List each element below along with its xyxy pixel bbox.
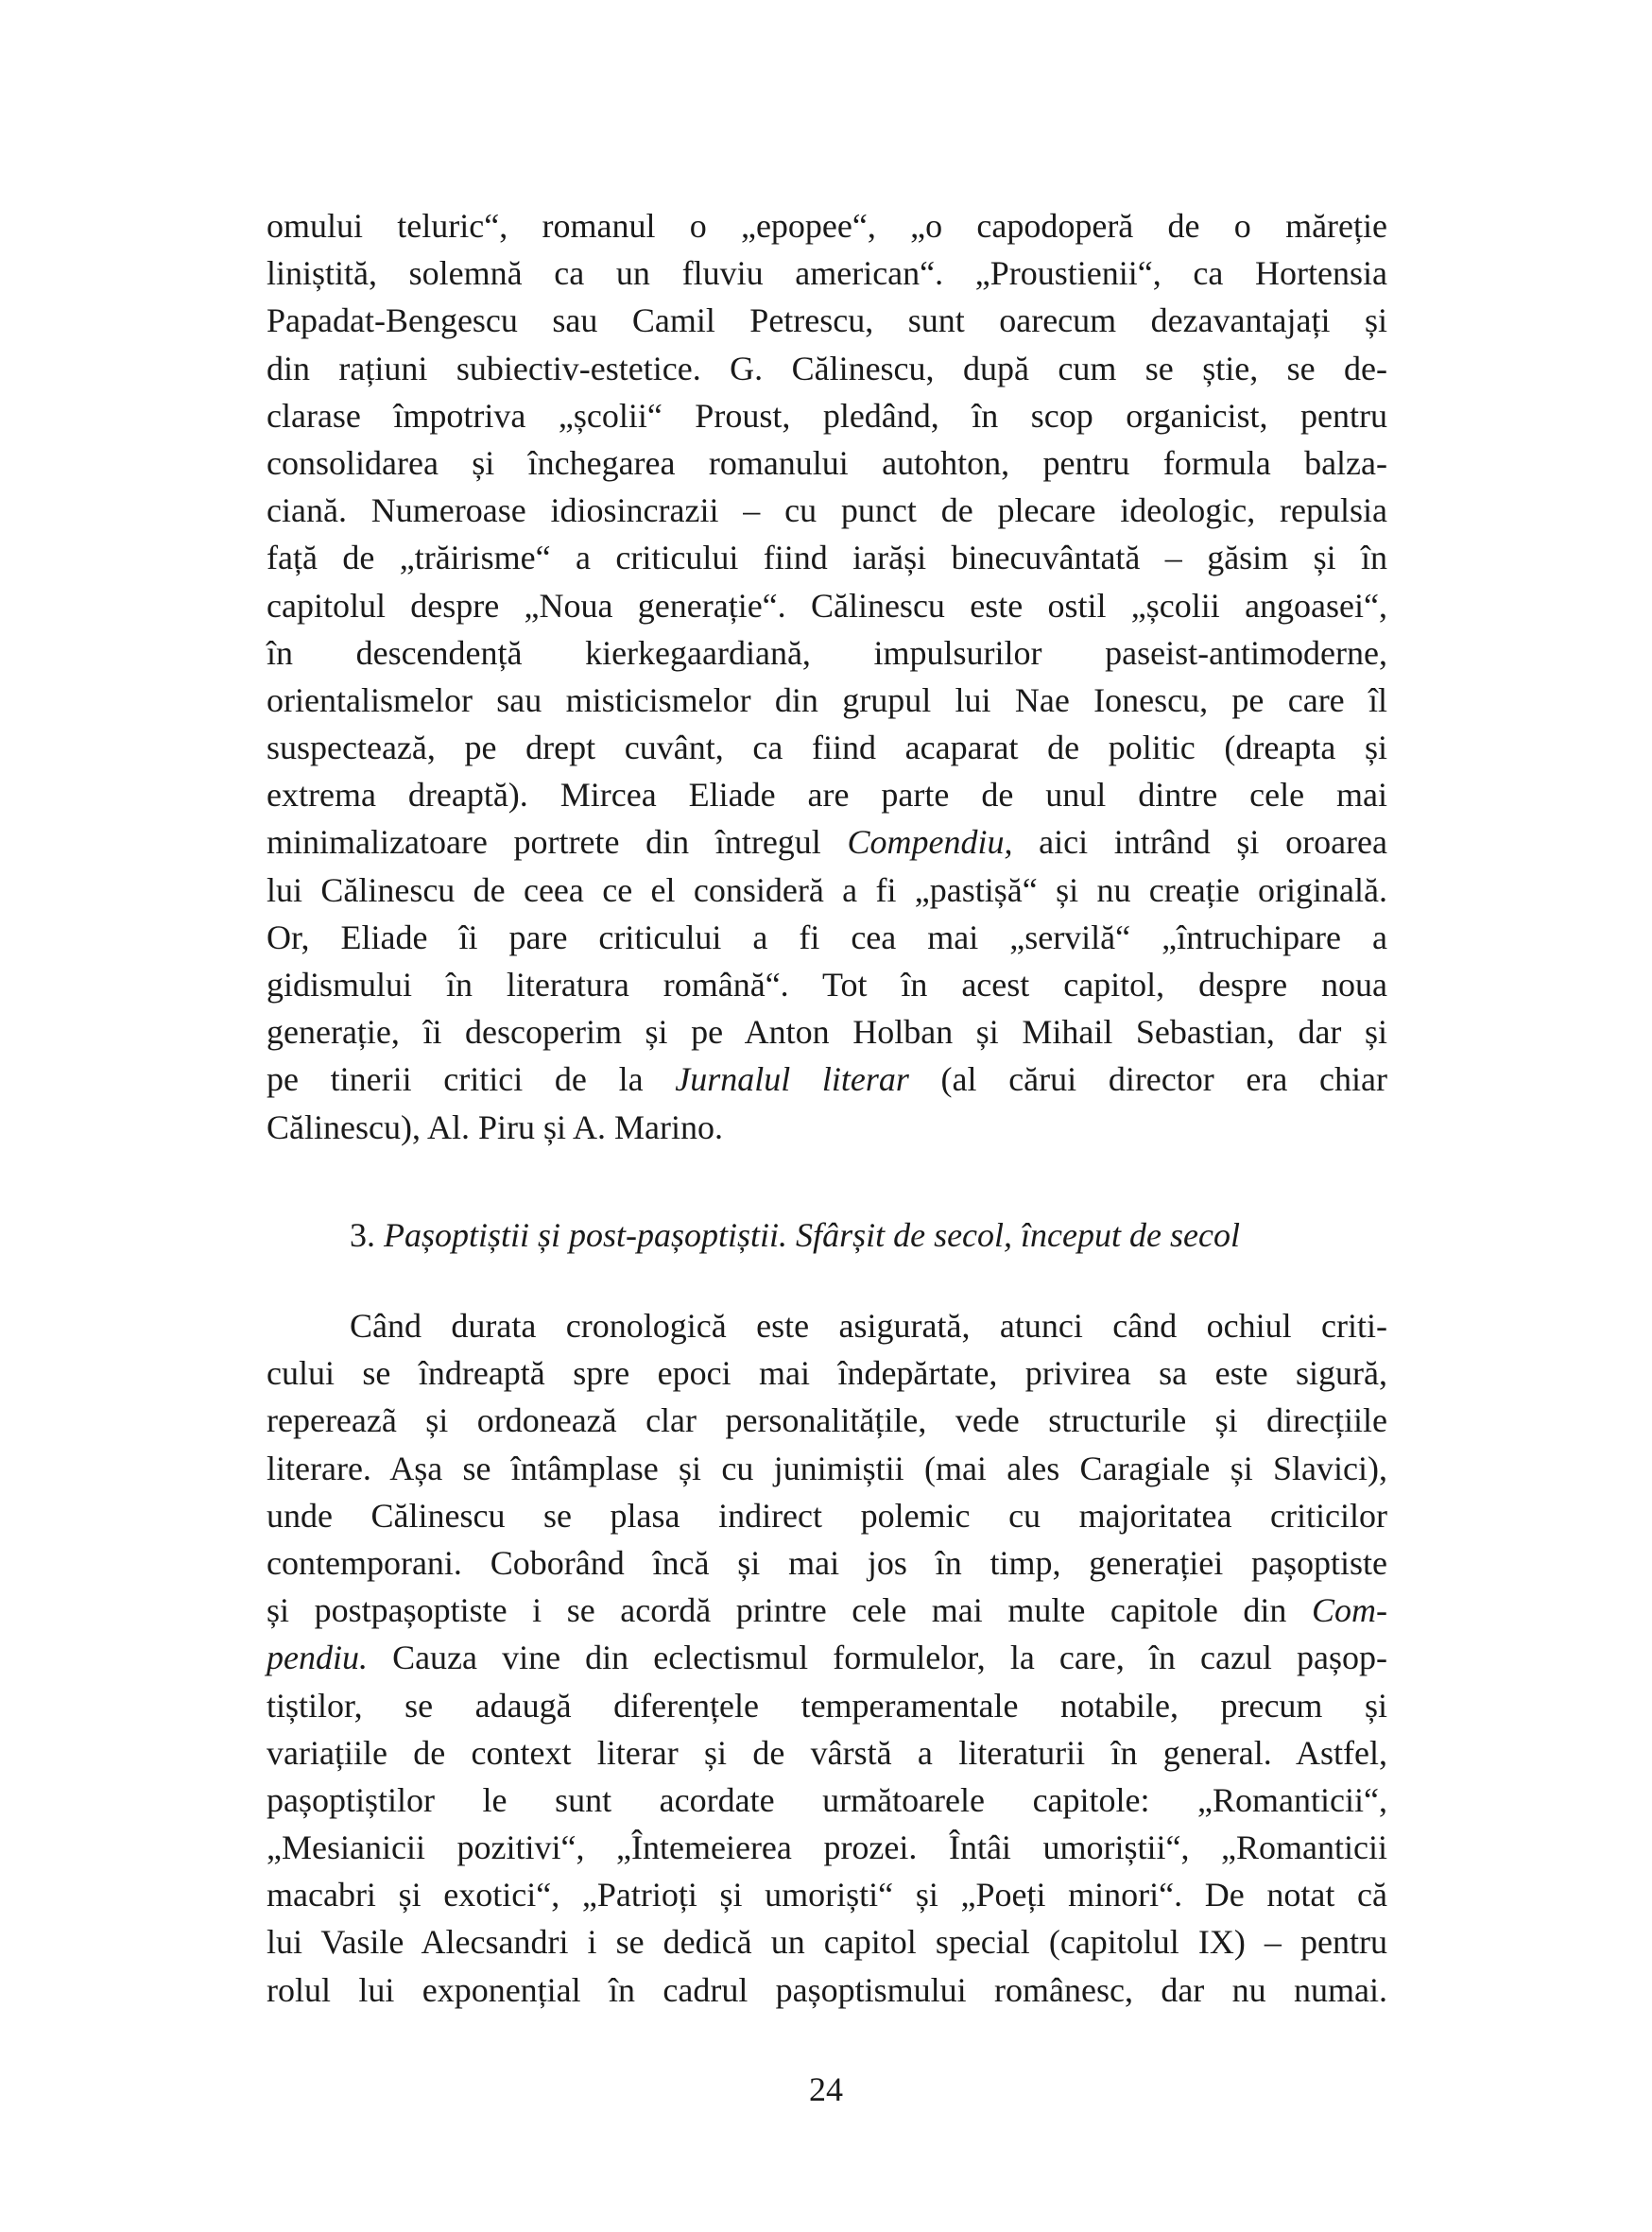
text-line: din rațiuni subiectiv-estetice. G. Călinescu, după cum se știe, se de- (267, 349, 1387, 387)
text-line: capitolul despre „Noua generație“. Călinescu este ostil „școlii angoasei“, (267, 586, 1387, 625)
text-line (267, 818, 1387, 866)
text-line: omului teluric“, romanul o „epopee“, „o capodoperă de o măreție (267, 207, 1387, 245)
text-line: extrema dreaptă). Mircea Eliade are parte de unul dintre cele mai (267, 776, 1387, 815)
section-number: 3. (350, 1216, 384, 1254)
book-title-compendiu: Com- (1312, 1591, 1387, 1630)
text-line: clarase împotriva „școlii“ Proust, pledând, în scop organicist, pentru (267, 396, 1387, 435)
text-line (267, 1634, 1387, 1681)
text-line: lui Vasile Alecsandri i se dedică un capitol special (capitolul IX) – pentru (267, 1923, 1387, 1962)
text-line: literare. Așa se întâmplase și cu junimiștii (mai ales Caragiale și Slavici), (267, 1449, 1387, 1487)
text-line (267, 1587, 1387, 1634)
text-line: macabri și exotici“, „Patrioți și umoriști“ și „Poeți minori“. De notat că (267, 1876, 1387, 1914)
text-run: și postpașoptiste i se acordă printre cele mai multe capitole din (267, 1591, 1312, 1630)
text-run: Cauza vine din eclectismul formulelor, la care, în cazul pașop- (367, 1639, 1387, 1677)
text-line: generație, îi descoperim și pe Anton Holban și Mihail Sebastian, dar și (267, 1013, 1387, 1052)
text-line: variațiile de context literar și de vârstă a literaturii în general. Astfel, (267, 1733, 1387, 1772)
text-line: „Mesianicii pozitivi“, „Întemeierea prozei. Întâi umoriștii“, „Romanticii (267, 1829, 1387, 1867)
text-line (267, 1056, 1387, 1103)
text-run: pe tinerii critici de la (267, 1060, 676, 1099)
text-line: tiștilor, se adaugă diferențele temperamentale notabile, precum și (267, 1686, 1387, 1725)
text-line: față de „trăirisme“ a criticului fiind iarăși binecuvântată – găsim și în (267, 539, 1387, 577)
text-line: Or, Eliade îi pare criticului a fi cea mai „servilă“ „întruchipare a (267, 918, 1387, 956)
paragraph-2 (267, 1302, 1387, 2014)
section-title: Pașoptiștii și post-pașoptiștii. Sfârșit de secol, început de secol (384, 1216, 1240, 1254)
text-run: aici intrând și oroarea (1012, 823, 1388, 862)
text-run: (al cărui director era chiar (908, 1060, 1387, 1099)
text-line: gidismului în literatura română“. Tot în acest capitol, despre noua (267, 966, 1387, 1004)
page-number: 24 (809, 2070, 843, 2108)
text-line: ciană. Numeroase idiosincrazii – cu punct de plecare ideologic, repulsia (267, 491, 1387, 530)
text-line: suspectează, pe drept cuvânt, ca fiind acaparat de politic (dreapta și (267, 729, 1387, 767)
text-line: cului se îndreaptă spre epoci mai îndepărtate, privirea sa este sigură, (267, 1354, 1387, 1393)
journal-title: Jurnalul literar (675, 1060, 909, 1099)
text-line: Călinescu), Al. Piru și A. Marino. (267, 1107, 723, 1146)
text-line: Papadat-Bengescu sau Camil Petrescu, sunt oarecum dezavantajați și (267, 301, 1387, 340)
text-line: orientalismelor sau misticismelor din grupul lui Nae Ionescu, pe care îl (267, 680, 1387, 719)
text-line: consolidarea și închegarea romanului autohton, pentru formula balza- (267, 443, 1387, 482)
text-line: rolul lui exponențial în cadrul pașoptismului românesc, dar nu numai. (267, 1970, 1387, 2009)
text-line: liniștită, solemnă ca un fluviu american“. „Proustienii“, ca Hortensia (267, 254, 1387, 293)
text-line: în descendență kierkegaardiană, impulsurilor paseist-antimoderne, (267, 633, 1387, 672)
text-line: Când durata cronologică este asigurată, atunci când ochiul criti- (350, 1307, 1387, 1345)
book-title-compendiu: pendiu. (267, 1639, 368, 1677)
text-run: minimalizatoare portrete din întregul (267, 823, 848, 862)
text-line: contemporani. Coborând încă și mai jos în timp, generației pașoptiste (267, 1543, 1387, 1582)
text-line: repereazã și ordonează clar personalitățile, vede structurile și direcțiile (267, 1401, 1387, 1440)
paragraph-1 (267, 202, 1387, 1151)
text-line: pașoptiștilor le sunt acordate următoarele capitole: „Romanticii“, (267, 1780, 1387, 1819)
section-heading (350, 1211, 1240, 1259)
book-title-compendiu: Compendiu, (847, 823, 1013, 862)
text-line: lui Călinescu de ceea ce el consideră a fi „pastișă“ și nu creație originală. (267, 870, 1387, 909)
text-line: unde Călinescu se plasa indirect polemic cu majoritatea criticilor (267, 1496, 1387, 1535)
